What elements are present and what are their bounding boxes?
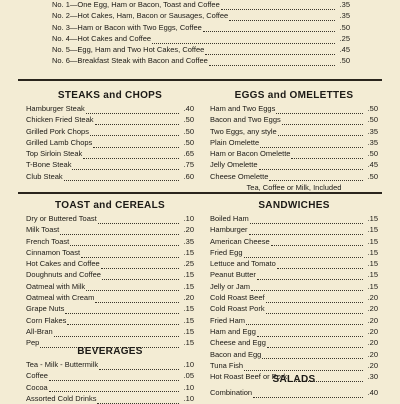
menu-item [26, 303, 194, 314]
menu-item-name: No. 3—Ham or Bacon with Two Eggs, Coffee [52, 22, 202, 32]
dot-leader [260, 140, 363, 148]
menu-item [26, 247, 194, 258]
menu-item [52, 55, 350, 66]
menu-item-name: Tuna Fish [210, 360, 244, 370]
dot-leader [54, 329, 179, 337]
menu-item-name: Assorted Cold Drinks [26, 393, 97, 403]
menu-item-name: No. 5—Egg, Ham and Two Hot Cakes, Coffee [52, 45, 205, 55]
menu-item [26, 315, 194, 326]
menu-item-price: .15 [183, 326, 194, 336]
menu-item-name: Plain Omelette [210, 137, 260, 147]
salads-list [210, 387, 378, 398]
menu-item-price: .20 [367, 360, 378, 370]
menu-item-name: Boiled Ham [210, 214, 249, 223]
menu-item [210, 337, 378, 348]
sandwiches-section [210, 199, 378, 382]
menu-item-price: .15 [183, 338, 194, 348]
menu-item [52, 44, 350, 55]
menu-item-price: .15 [367, 236, 378, 246]
dot-leader [246, 317, 363, 325]
menu-item-price: .65 [183, 149, 194, 159]
menu-item [210, 269, 378, 280]
dot-leader [282, 117, 363, 125]
menu-item-price: .50 [183, 137, 194, 147]
menu-item-price: .15 [183, 304, 194, 314]
menu-item-price: .50 [367, 171, 378, 181]
menu-item-price: .50 [367, 115, 378, 125]
menu-item-price: .35 [339, 0, 350, 9]
menu-item [52, 22, 350, 33]
menu-item [26, 159, 194, 170]
dot-leader [221, 2, 335, 10]
dot-leader [95, 295, 179, 303]
menu-item-price: .20 [367, 293, 378, 303]
menu-item-price: .50 [367, 149, 378, 159]
section-divider [18, 79, 382, 81]
section-title-toast: TOAST and CEREALS [55, 200, 165, 211]
dot-leader [49, 373, 179, 381]
menu-item-price: .45 [339, 45, 350, 55]
menu-item-name: Tea - Milk - Buttermilk [26, 360, 99, 369]
dot-leader [93, 140, 179, 148]
menu-item-price: .15 [367, 225, 378, 235]
menu-item [210, 213, 378, 224]
menu-item-name: Oatmeal with Cream [26, 293, 95, 303]
menu-item-name: Lettuce and Tomato [210, 259, 276, 269]
menu-item [210, 360, 378, 371]
menu-item [26, 292, 194, 303]
dot-leader [67, 317, 179, 325]
dot-leader [102, 272, 179, 280]
menu-item [210, 114, 378, 125]
dot-leader [209, 58, 335, 66]
menu-item [26, 359, 194, 370]
dot-leader [86, 283, 179, 291]
menu-item-price: .15 [367, 270, 378, 280]
menu-item-name: Ham and Two Eggs [210, 104, 276, 113]
menu-item-name: Ham or Bacon Omelette [210, 149, 291, 159]
dot-leader [101, 261, 179, 269]
dot-leader [276, 106, 363, 114]
menu-item-name: Combination [210, 388, 253, 397]
menu-item-price: .50 [183, 126, 194, 136]
menu-item-price: .30 [367, 372, 378, 382]
menu-item [26, 114, 194, 125]
menu-item [26, 269, 194, 280]
menu-item-name: Cocoa [26, 382, 48, 392]
menu-item-price: .40 [183, 104, 194, 113]
dot-leader [269, 173, 363, 181]
menu-item-price: .40 [367, 388, 378, 397]
menu-item-price: .20 [367, 349, 378, 359]
section-title-sandwiches: SANDWICHES [258, 200, 330, 211]
menu-item-name: Cheese Omelette [210, 171, 269, 181]
menu-item-price: .35 [367, 137, 378, 147]
menu-item-name: Grilled Pork Chops [26, 126, 89, 136]
menu-item-price: .20 [367, 315, 378, 325]
salads-section [210, 373, 378, 398]
menu-item-name: T-Bone Steak [26, 160, 72, 170]
menu-item-price: .50 [183, 115, 194, 125]
menu-item-price: .15 [367, 247, 378, 257]
menu-item-name: Oatmeal with Milk [26, 281, 86, 291]
dot-leader [277, 261, 363, 269]
dot-leader [64, 173, 179, 181]
beverages-list [26, 359, 194, 404]
dot-leader [70, 238, 179, 246]
menu-item-name: Hamburger Steak [26, 104, 85, 113]
section-title-beverages: BEVERAGES [77, 346, 143, 357]
dot-leader [90, 128, 179, 136]
menu-item [210, 326, 378, 337]
menu-item-price: .25 [183, 259, 194, 269]
dot-leader [65, 306, 179, 314]
menu-item-price: .35 [367, 126, 378, 136]
menu-item [26, 213, 194, 224]
menu-item [26, 148, 194, 159]
menu-item [210, 224, 378, 235]
menu-item-price: .50 [339, 56, 350, 66]
sandwiches-list [210, 213, 378, 382]
breakfast-list [52, 0, 350, 67]
menu-item-price: .05 [183, 371, 194, 381]
menu-item [26, 393, 194, 404]
dot-leader [72, 162, 179, 170]
menu-item-price: .15 [183, 247, 194, 257]
menu-item-name: French Toast [26, 236, 70, 246]
menu-item [210, 303, 378, 314]
eggs-and-omelettes-section [210, 89, 378, 193]
dot-leader [99, 362, 179, 370]
dot-leader [152, 36, 335, 44]
menu-item-price: .15 [183, 281, 194, 291]
dot-leader [203, 24, 335, 32]
menu-item-name: Cold Roast Pork [210, 304, 265, 314]
menu-item-price: .60 [183, 171, 194, 181]
menu-item-name: Fried Ham [210, 315, 246, 325]
dot-leader [229, 13, 335, 21]
menu-item-name: Milk Toast [26, 225, 60, 235]
menu-item [210, 137, 378, 148]
menu-item-price: .25 [339, 33, 350, 43]
menu-item-name: Cinnamon Toast [26, 247, 81, 257]
breakfast-specials [52, 0, 350, 67]
menu-item-price: .50 [339, 22, 350, 32]
dot-leader [267, 340, 363, 348]
dot-leader [249, 227, 363, 235]
menu-item-price: .35 [339, 11, 350, 21]
menu-item-name: Cheese and Egg [210, 338, 266, 348]
menu-item [26, 137, 194, 148]
menu-item-name: Chicken Fried Steak [26, 115, 94, 125]
menu-item-price: .20 [367, 326, 378, 336]
menu-item [26, 224, 194, 235]
menu-item-price: .15 [367, 281, 378, 291]
menu-item [26, 126, 194, 137]
section-divider [18, 192, 382, 194]
menu-item [210, 148, 378, 159]
menu-item-name: Hamburger [210, 225, 248, 235]
menu-item-name: Grape Nuts [26, 304, 65, 314]
toast-list [26, 213, 194, 349]
dot-leader [253, 390, 363, 398]
menu-item-price: .20 [183, 225, 194, 235]
eggs-list [210, 103, 378, 182]
menu-item-name: Pep [26, 338, 40, 348]
menu-item-name: Two Eggs, any style [210, 126, 277, 136]
menu-item [26, 236, 194, 247]
menu-item [210, 103, 378, 114]
menu-item-name: All-Bran [26, 326, 53, 336]
toast-and-cereals-section [26, 199, 194, 349]
section-title-steaks: STEAKS and CHOPS [57, 90, 163, 101]
menu-item-price: .10 [183, 382, 194, 392]
menu-item-name: Club Steak [26, 171, 63, 181]
menu-item-name: Top Sirloin Steak [26, 149, 83, 159]
dot-leader [251, 283, 363, 291]
dot-leader [271, 238, 363, 246]
menu-item-name: Peanut Butter [210, 270, 256, 280]
menu-item-name: Bacon and Two Eggs [210, 115, 281, 125]
dot-leader [278, 128, 363, 136]
menu-item-name: Dry or Buttered Toast [26, 214, 97, 223]
menu-item-name: American Cheese [210, 236, 270, 246]
dot-leader [257, 329, 363, 337]
menu-item-price: .15 [367, 259, 378, 269]
menu-item [52, 33, 350, 44]
dot-leader [244, 363, 363, 371]
menu-item [26, 258, 194, 269]
menu-item-name: Coffee [26, 371, 48, 381]
menu-item [210, 159, 378, 170]
menu-item-name: Corn Flakes [26, 315, 67, 325]
menu-item-name: Hot Cakes and Coffee [26, 259, 100, 269]
menu-item-price: .20 [367, 304, 378, 314]
menu-item [26, 382, 194, 393]
menu-item [210, 315, 378, 326]
menu-item-name: Cold Roast Beef [210, 293, 265, 303]
menu-item [210, 258, 378, 269]
menu-item [210, 171, 378, 182]
menu-item-price: .35 [183, 236, 194, 246]
menu-item [210, 236, 378, 247]
steaks-list [26, 103, 194, 182]
dot-leader [83, 151, 179, 159]
menu-item-name: No. 4—Hot Cakes and Coffee [52, 33, 152, 43]
menu-item-price: .10 [183, 214, 194, 223]
menu-item [210, 349, 378, 360]
dot-leader [60, 227, 179, 235]
dot-leader [262, 351, 363, 359]
menu-item [210, 247, 378, 258]
menu-item-price: .20 [367, 338, 378, 348]
steaks-and-chops-section [26, 89, 194, 182]
menu-item [26, 103, 194, 114]
menu-item-name: Bacon and Egg [210, 349, 262, 359]
dot-leader [266, 306, 363, 314]
menu-item-price: .15 [367, 214, 378, 223]
menu-item-name: No. 1—One Egg, Ham or Bacon, Toast and Coffee [52, 0, 220, 9]
beverages-section [26, 345, 194, 404]
menu-item [52, 10, 350, 21]
menu-item [52, 0, 350, 10]
menu-item [210, 126, 378, 137]
dot-leader [244, 250, 363, 258]
menu-item [26, 370, 194, 381]
menu-item-name: Fried Egg [210, 247, 243, 257]
menu-item-name: Doughnuts and Coffee [26, 270, 101, 280]
section-title-eggs: EGGS and OMELETTES [234, 90, 354, 101]
menu-item-price: .15 [183, 315, 194, 325]
menu-item-price: .50 [367, 104, 378, 113]
dot-leader [259, 162, 363, 170]
menu-item-name: No. 6—Breakfast Steak with Bacon and Coffee [52, 56, 208, 66]
menu-item [210, 387, 378, 398]
menu-item-price: .20 [183, 293, 194, 303]
dot-leader [205, 47, 335, 55]
menu-item [210, 281, 378, 292]
dot-leader [250, 216, 363, 224]
menu-item [210, 292, 378, 303]
menu-item-name: Grilled Lamb Chops [26, 137, 93, 147]
eggs-included-note: Tea, Coffee or Milk, Included [246, 183, 342, 193]
section-title-salads: SALADS [272, 374, 316, 385]
dot-leader [98, 216, 179, 224]
menu-item-price: .75 [183, 160, 194, 170]
menu-item [26, 281, 194, 292]
dot-leader [291, 151, 363, 159]
dot-leader [49, 384, 179, 392]
menu-item [26, 171, 194, 182]
menu-item-name: Ham and Egg [210, 326, 256, 336]
menu-item-price: .15 [183, 270, 194, 280]
dot-leader [257, 272, 363, 280]
dot-leader [95, 117, 179, 125]
dot-leader [86, 106, 179, 114]
dot-leader [266, 295, 363, 303]
menu-item-name: Jelly or Jam [210, 281, 251, 291]
menu-item-price: .10 [183, 393, 194, 403]
menu-item-name: Jelly Omelette [210, 160, 258, 170]
dot-leader [81, 250, 179, 258]
menu-item-name: No. 2—Hot Cakes, Ham, Bacon or Sausages, Coffee [52, 11, 229, 21]
menu-item-name: Hot Roast Beef or Pork [210, 372, 288, 382]
menu-item [26, 326, 194, 337]
menu-item-price: .45 [367, 160, 378, 170]
menu-item-price: .10 [183, 360, 194, 369]
